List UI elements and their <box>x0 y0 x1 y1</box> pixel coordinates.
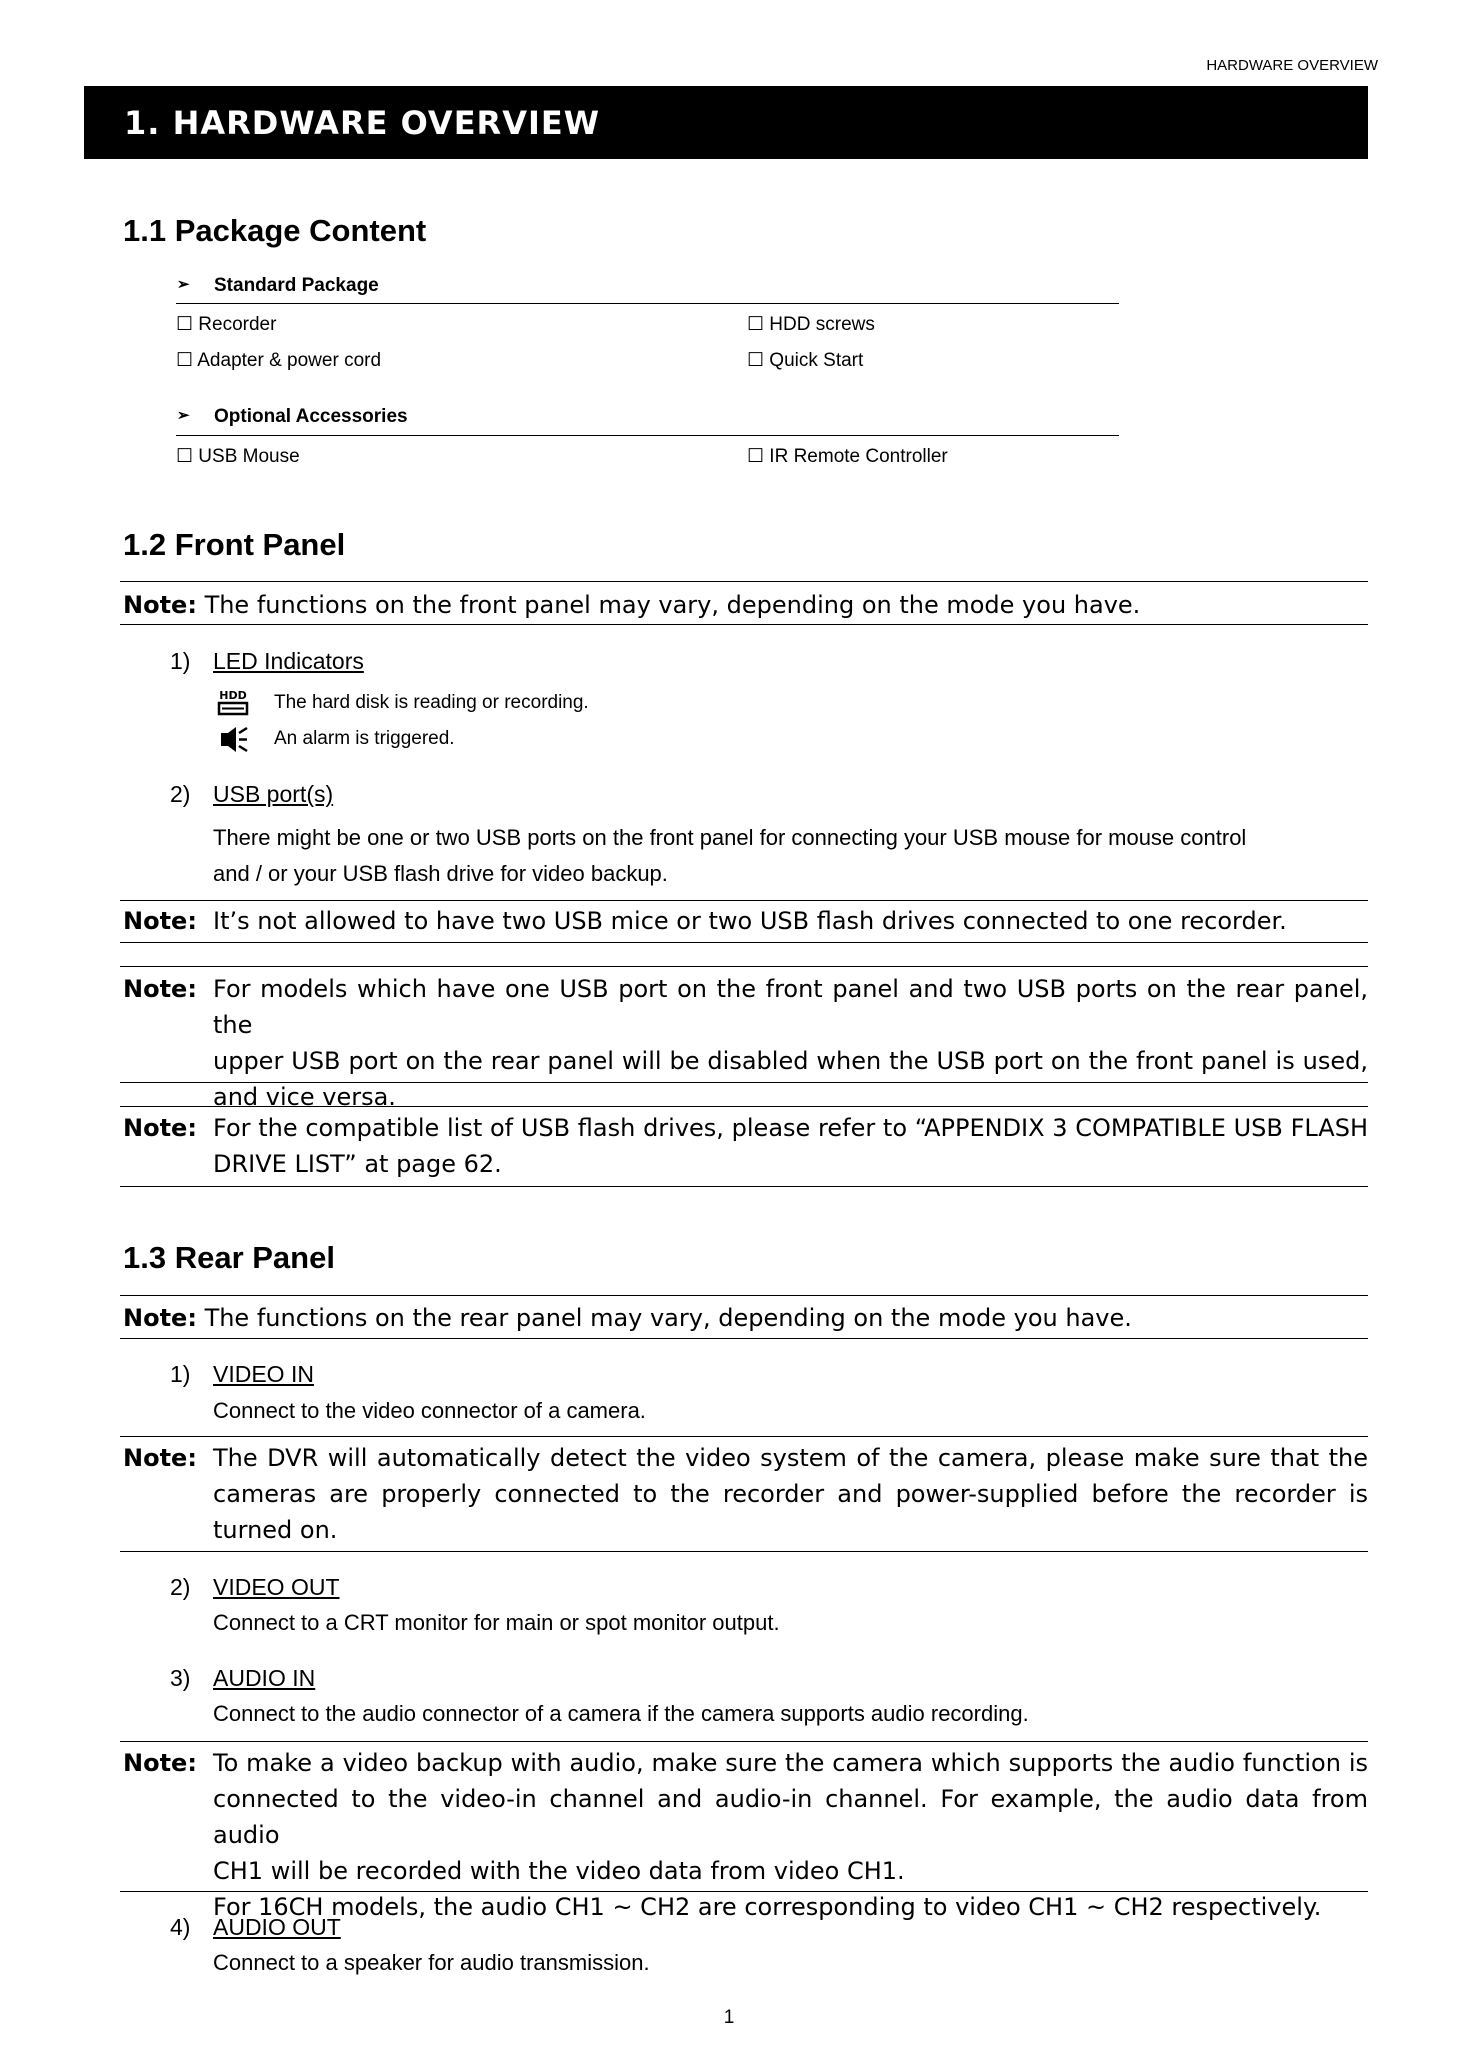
note-text: upper USB port on the rear panel will be disabled when the USB port on the front panel is used, <box>213 1047 1368 1075</box>
divider <box>120 1338 1368 1339</box>
svg-text:HDD: HDD <box>219 689 247 702</box>
divider <box>120 1082 1368 1083</box>
divider <box>120 624 1368 625</box>
item-title: LED Indicators <box>213 648 364 674</box>
divider <box>120 1551 1368 1552</box>
note-text: cameras are properly connected to the recorder and power-supplied before the recorder is <box>213 1480 1368 1508</box>
note-box <box>120 1745 1368 1921</box>
section-heading-rear-panel: 1.3 Rear Panel <box>123 1240 335 1275</box>
note-box <box>120 1110 1368 1182</box>
accessory-item: ☐ IR Remote Controller <box>747 446 948 467</box>
accessory-item: ☐ USB Mouse <box>176 446 300 467</box>
note-text: To make a video backup with audio, make sure the camera which supports the audio function is <box>213 1749 1368 1777</box>
item-description: Connect to a CRT monitor for main or spot monitor output. <box>213 1610 780 1635</box>
divider <box>120 1741 1368 1742</box>
item-title: AUDIO IN <box>213 1665 316 1691</box>
list-number: 1) <box>170 648 191 674</box>
note-box <box>120 1300 1368 1336</box>
divider <box>120 900 1368 901</box>
list-number: 2) <box>170 781 191 807</box>
item-description: Connect to the video connector of a camera. <box>213 1398 646 1423</box>
note-text: For models which have one USB port on the front panel and two USB ports on the rear panel, the <box>213 975 1368 1039</box>
note-text: connected to the video-in channel and audio-in channel. For example, the audio data from audio <box>213 1785 1368 1849</box>
arrow-bullet-icon: ➢ <box>177 276 190 293</box>
package-item: ☐ Recorder <box>176 314 277 335</box>
note-label: Note: <box>123 1444 197 1472</box>
item-description: There might be one or two USB ports on the front panel for connecting your USB mouse for mouse control <box>213 825 1247 850</box>
note-label: Note: <box>123 1114 197 1142</box>
divider <box>120 1891 1368 1892</box>
divider <box>176 435 1119 436</box>
note-box <box>120 903 1368 939</box>
divider <box>120 581 1368 582</box>
running-header: HARDWARE OVERVIEW <box>1206 57 1378 74</box>
note-text: It’s not allowed to have two USB mice or two USB flash drives connected to one recorder. <box>213 907 1287 935</box>
item-title: AUDIO OUT <box>213 1914 341 1940</box>
divider <box>120 1186 1368 1187</box>
list-number: 3) <box>170 1665 191 1691</box>
note-text: DRIVE LIST” at page 62. <box>213 1150 502 1178</box>
arrow-bullet-icon: ➢ <box>177 407 190 424</box>
note-text: For 16CH models, the audio CH1 ~ CH2 are corresponding to video CH1 ~ CH2 respectively. <box>213 1893 1322 1921</box>
divider <box>120 1295 1368 1296</box>
note-box <box>120 587 1368 623</box>
item-title: VIDEO OUT <box>213 1574 340 1600</box>
note-text: CH1 will be recorded with the video data from video CH1. <box>213 1857 905 1885</box>
divider <box>120 966 1368 967</box>
item-description: Connect to a speaker for audio transmission. <box>213 1950 650 1975</box>
note-label: Note: <box>123 591 197 619</box>
note-text: The functions on the front panel may vary, depending on the mode you have. <box>204 591 1141 619</box>
note-label: Note: <box>123 1304 197 1332</box>
note-label: Note: <box>123 975 197 1003</box>
divider <box>176 303 1119 304</box>
led-description: The hard disk is reading or recording. <box>274 692 589 713</box>
note-box <box>120 1440 1368 1548</box>
item-title: VIDEO IN <box>213 1361 314 1387</box>
list-number: 2) <box>170 1574 191 1600</box>
divider <box>120 1106 1368 1107</box>
item-description: Connect to the audio connector of a camera if the camera supports audio recording. <box>213 1701 1029 1726</box>
package-item: ☐ HDD screws <box>747 314 875 335</box>
hdd-icon <box>216 688 250 720</box>
note-text: The functions on the rear panel may vary, depending on the mode you have. <box>204 1304 1132 1332</box>
note-label: Note: <box>123 907 197 935</box>
chapter-title-bar <box>84 86 1368 159</box>
package-item: ☐ Adapter & power cord <box>176 350 382 371</box>
alarm-icon <box>216 724 250 756</box>
led-description: An alarm is triggered. <box>274 728 455 749</box>
note-text: and vice versa. <box>213 1083 396 1111</box>
page-number: 1 <box>723 2007 735 2028</box>
section-heading-front-panel: 1.2 Front Panel <box>123 527 346 562</box>
list-number: 1) <box>170 1361 191 1387</box>
divider <box>120 1436 1368 1437</box>
note-text: turned on. <box>213 1516 338 1544</box>
note-box <box>120 971 1368 1111</box>
note-text: The DVR will automatically detect the video system of the camera, please make sure that the <box>213 1444 1368 1472</box>
list-number: 4) <box>170 1914 191 1940</box>
note-text: For the compatible list of USB flash drives, please refer to “APPENDIX 3 COMPATIBLE USB FLASH <box>213 1114 1368 1142</box>
chapter-title: 1. HARDWARE OVERVIEW <box>124 104 601 142</box>
package-item: ☐ Quick Start <box>747 350 864 371</box>
item-description: and / or your USB flash drive for video backup. <box>213 861 668 886</box>
note-label: Note: <box>123 1749 197 1777</box>
section-heading-package-content: 1.1 Package Content <box>123 213 427 248</box>
item-title: USB port(s) <box>213 781 334 807</box>
divider <box>120 942 1368 943</box>
